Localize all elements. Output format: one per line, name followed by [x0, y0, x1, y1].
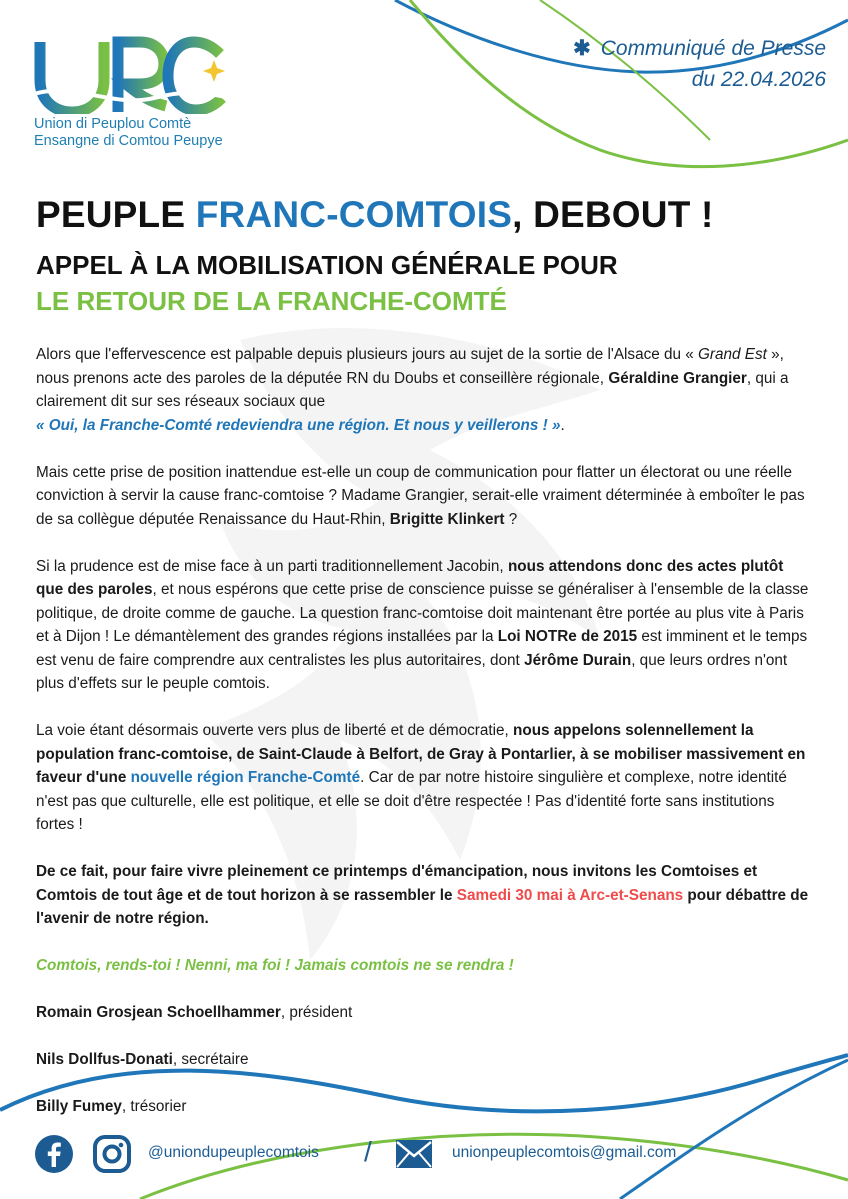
- paragraph-1: Alors que l'effervescence est palpable depuis plusieurs jours au sujet de la sortie de l'Alsace du « Grand Est », nous prenons acte des paroles de la députée RN du Doubs et conseillère régionale, Géraldine Grangier, qui a clairement dit sur ses réseaux sociaux que « Oui, la Franche-Comté redeviendra une région. Et nous y veillerons ! ».: [36, 346, 789, 434]
- press-header: [573, 33, 826, 95]
- paragraph-2: Mais cette prise de position inattendue est-elle un coup de communication pour flatter un électorat ou une réelle conviction à servir la cause franc-comtoise ? Madame Grangier, serait-elle vraiment déterminée à emboîter le pas de sa collègue députée Renaissance du Haut-Rhin, Brigitte Klinkert ?: [36, 463, 805, 528]
- subtitle-line-2: LE RETOUR DE LA FRANCHE-COMTÉ: [36, 286, 507, 316]
- signatures: [36, 1001, 814, 1119]
- subtitle-line-1: APPEL À LA MOBILISATION GÉNÉRALE POUR: [36, 250, 618, 280]
- asterisk-icon: ✱: [573, 37, 591, 60]
- signature-line: Billy Fumey, trésorier: [36, 1098, 187, 1115]
- urc-logo-mark: [34, 36, 234, 114]
- press-date: du 22.04.2026: [691, 68, 826, 91]
- contact-email[interactable]: unionpeuplecomtois@gmail.com: [452, 1144, 677, 1161]
- press-body: [36, 343, 814, 1142]
- quote: « Oui, la Franche-Comté redeviendra une région. Et nous y veillerons ! »: [36, 416, 561, 434]
- motto: Comtois, rends-toi ! Nenni, ma foi ! Jamais comtois ne se rendra !: [36, 957, 514, 974]
- mail-icon[interactable]: [394, 1138, 434, 1170]
- title-part-1: PEUPLE: [36, 194, 196, 235]
- urc-logo: [34, 36, 264, 150]
- paragraph-5: De ce fait, pour faire vivre pleinement ce printemps d'émancipation, nous invitons les Comtoises et Comtois de tout âge et de tout horizon à se rassembler le Samedi 30 mai à Arc-et-Senans pour débattre de l'avenir de notre région.: [36, 863, 809, 927]
- paragraph-3: Si la prudence est de mise face à un parti traditionnellement Jacobin, nous attendons donc des actes plutôt que des paroles, et nous espérons que cette prise de conscience puisse se généraliser à l'ensemble de la classe politique, de droite comme de gauche. La question franc-comtoise doit maintenant être portée au plus vite à Paris et à Dijon ! Le démantèlement des grandes régions installées par la Loi NOTRe de 2015 est imminent et le temps est venu de faire comprendre aux centralistes les plus autoritaires, dont Jérôme Durain, que leurs ordres n'ont plus d'effets sur le peuple comtois.: [36, 557, 809, 692]
- social-handle[interactable]: @uniondupeuplecomtois: [148, 1144, 319, 1161]
- title-part-3: , DEBOUT !: [512, 194, 714, 235]
- page-title: [36, 194, 714, 236]
- signature-line: Romain Grosjean Schoellhammer, président: [36, 1004, 353, 1021]
- signature-line: Nils Dollfus-Donati, secrétaire: [36, 1051, 249, 1068]
- instagram-icon[interactable]: [92, 1134, 132, 1174]
- logo-line-2: Ensangne di Comtou Peupye: [34, 133, 223, 149]
- footer-separator: /: [364, 1136, 372, 1167]
- facebook-icon[interactable]: [34, 1134, 74, 1174]
- press-label: Communiqué de Presse: [600, 37, 826, 60]
- sparkle-icon: [203, 60, 225, 82]
- title-part-2: FRANC-COMTOIS: [195, 194, 513, 235]
- logo-line-1: Union di Peuplou Comtè: [34, 116, 192, 132]
- footer-contacts: [34, 1134, 834, 1178]
- paragraph-4: La voie étant désormais ouverte vers plus de liberté et de démocratie, nous appelons solennellement la population franc-comtoise, de Saint-Claude à Belfort, de Gray à Pontarlier, à se mobiliser massivement en faveur d'une nouvelle région Franche-Comté. Car de par notre histoire singulière et complexe, notre identité n'est pas que culturelle, elle est politique, et elle se doit d'être respectée ! Pas d'identité forte sans institutions fortes !: [36, 722, 806, 833]
